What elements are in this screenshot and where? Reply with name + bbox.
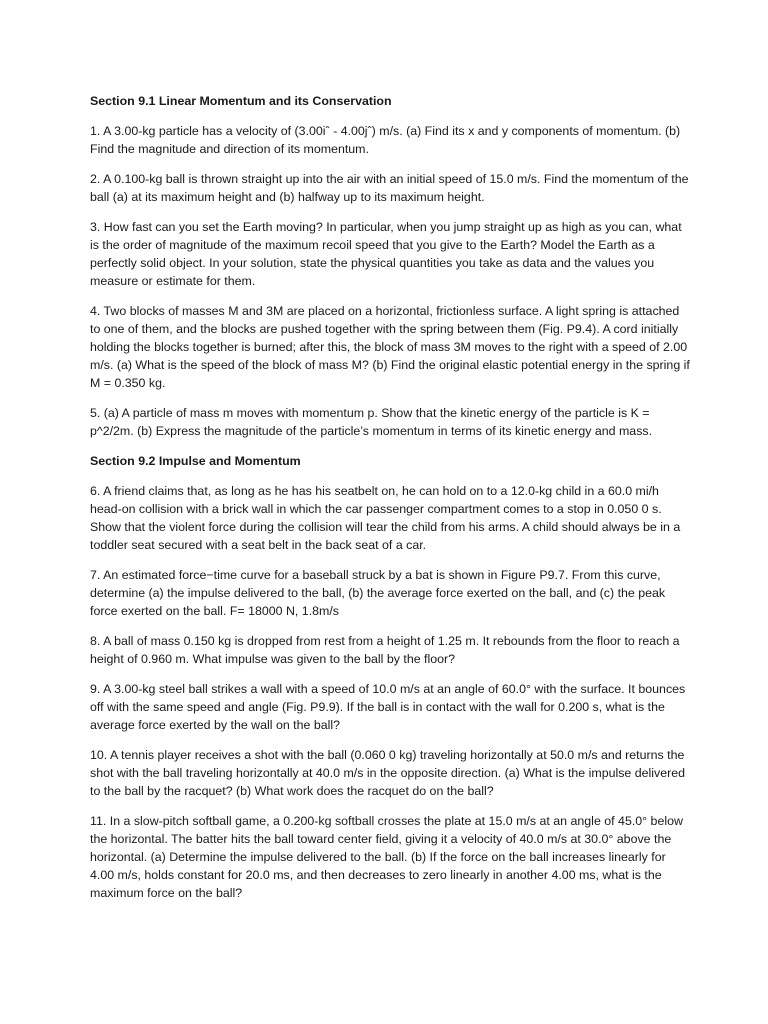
section-heading: Section 9.1 Linear Momentum and its Conservation [90,94,392,108]
problem-8: 8. A ball of mass 0.150 kg is dropped from rest from a height of 1.25 m. It rebounds from the floor to reach a height of 0.960 m. What impulse was given to the ball by the floor? [90,634,680,666]
problem-1: 1. A 3.00-kg particle has a velocity of (3.00iˆ - 4.00jˆ) m/s. (a) Find its x and y components of momentum. (b) Find the magnitude and direction of its momentum. [90,124,681,156]
problem-6: 6. A friend claims that, as long as he has his seatbelt on, he can hold on to a 12.0-kg child in a 60.0 mi/h head-on collision with a brick wall in which the car passenger compartment comes to a stop in 0.050 0 s. Show that the violent force during the collision will tear the child from his arms. A child should always be in a toddler seat secured with a seat belt in the back seat of a car. [90,484,681,552]
problem-7: 7. An estimated force−time curve for a baseball struck by a bat is shown in Figure P9.7. From this curve, determine (a) the impulse delivered to the ball, (b) the average force exerted on the ball, and (c) the peak force exerted on the ball. F= 18000 N, 1.8m/s [90,568,666,618]
problem-2: 2. A 0.100-kg ball is thrown straight up into the air with an initial speed of 15.0 m/s. Find the momentum of the ball (a) at its maximum height and (b) halfway up to its maximum height. [90,172,689,204]
problem-10: 10. A tennis player receives a shot with the ball (0.060 0 kg) traveling horizontally at 50.0 m/s and returns the shot with the ball traveling horizontally at 40.0 m/s in the opposite direction. (a) What is the impulse delivered to the ball by the racquet? (b) What work does the racquet do on the ball? [90,748,686,798]
problem-11: 11. In a slow-pitch softball game, a 0.200-kg softball crosses the plate at 15.0 m/s at an angle of 45.0° below the horizontal. The batter hits the ball toward center field, giving it a velocity of 40.0 m/s at 30.0° above the horizontal. (a) Determine the impulse delivered to the ball. (b) If the force on the ball increases linearly for 4.00 m/s, holds constant for 20.0 ms, and then decreases to zero linearly in another 4.00 ms, what is the maximum force on the ball? [90,814,683,900]
problem-4: 4. Two blocks of masses M and 3M are placed on a horizontal, frictionless surface. A light spring is attached to one of them, and the blocks are pushed together with the spring between them (Fig. P9.4). A cord initially holding the blocks together is burned; after this, the block of mass 3M moves to the right with a speed of 2.00 m/s. (a) What is the speed of the block of mass M? (b) Find the original elastic potential energy in the spring if M = 0.350 kg. [90,304,690,390]
section-heading: Section 9.2 Impulse and Momentum [90,454,301,468]
problem-3: 3. How fast can you set the Earth moving? In particular, when you jump straight up as high as you can, what is the order of magnitude of the maximum recoil speed that you give to the Earth? Model the Earth as a perfectly solid object. In your solution, state the physical quantities you take as data and the values you measure or estimate for them. [90,220,682,288]
problem-5: 5. (a) A particle of mass m moves with momentum p. Show that the kinetic energy of the particle is K = p^2/2m. (b) Express the magnitude of the particle’s momentum in terms of its kinetic energy and mass. [90,406,653,438]
problem-9: 9. A 3.00-kg steel ball strikes a wall with a speed of 10.0 m/s at an angle of 60.0° with the surface. It bounces off with the same speed and angle (Fig. P9.9). If the ball is in contact with the wall for 0.200 s, what is the average force exerted by the wall on the ball? [90,682,686,732]
document-page [90,92,690,914]
